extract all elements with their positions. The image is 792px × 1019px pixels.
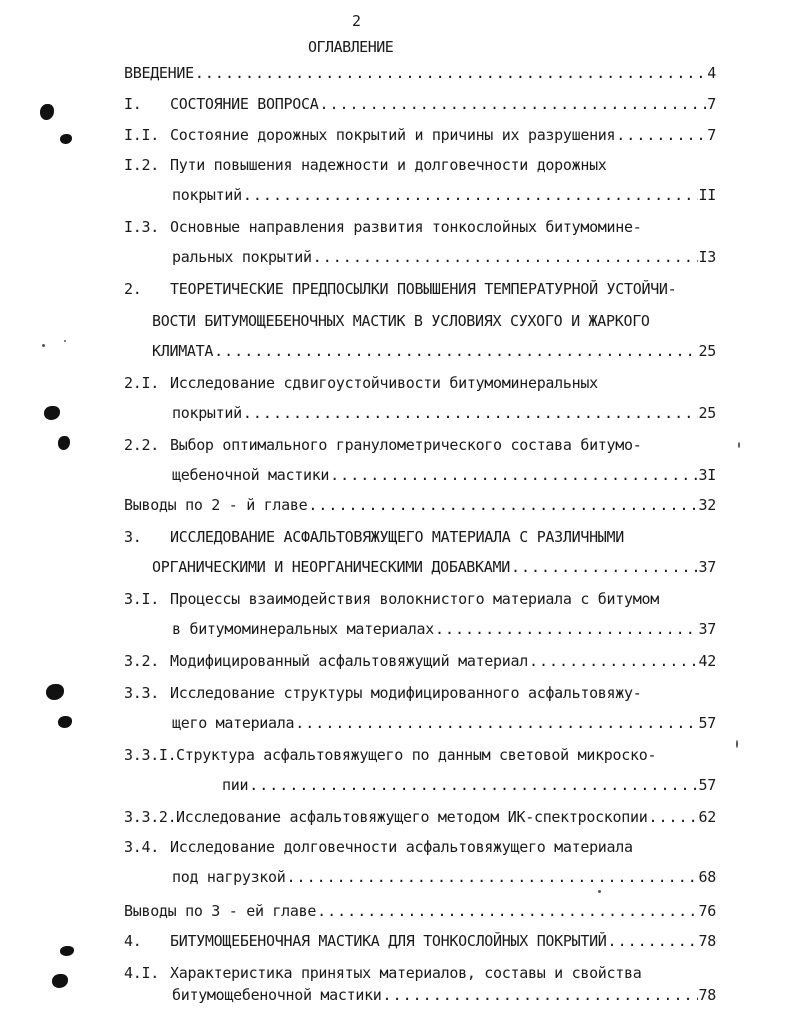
ink-blot bbox=[46, 684, 64, 700]
toc-entry-title: Процессы взаимодействия волокнистого материала с битумом bbox=[170, 590, 659, 608]
toc-entry bbox=[124, 436, 641, 454]
ink-blot bbox=[58, 716, 72, 728]
speck bbox=[736, 740, 738, 748]
toc-entry bbox=[124, 528, 624, 546]
toc-dot-leader bbox=[214, 342, 697, 360]
ink-blot bbox=[44, 406, 60, 420]
speck bbox=[42, 344, 45, 347]
toc-entry-page: 62 bbox=[698, 808, 716, 826]
toc-entry-number: I.I. bbox=[124, 126, 159, 144]
toc-entry-number: 3.3.2. bbox=[124, 808, 177, 826]
toc-entry-page: 3I bbox=[698, 466, 716, 484]
toc-entry-number: 2.2. bbox=[124, 436, 159, 454]
toc-entry-page: 42 bbox=[698, 652, 716, 670]
toc-entry-number: I.3. bbox=[124, 218, 159, 236]
toc-entry-page: 57 bbox=[698, 776, 716, 794]
toc-entry-title: покрытий bbox=[172, 404, 242, 422]
toc-dot-leader bbox=[287, 868, 698, 886]
toc-entry-page: 4 bbox=[707, 64, 716, 82]
toc-entry-title: Исследование долговечности асфальтовяжущего материала bbox=[170, 838, 633, 856]
toc-entry bbox=[124, 652, 716, 670]
toc-dot-leader bbox=[435, 620, 698, 638]
speck bbox=[738, 442, 740, 448]
toc-entry-page: 57 bbox=[698, 714, 716, 732]
toc-entry-title: покрытий bbox=[172, 186, 242, 204]
toc-entry bbox=[124, 95, 716, 113]
toc-entry-title: Исследование сдвигоустойчивости битумоминеральных bbox=[170, 374, 598, 392]
toc-entry-number: I. bbox=[124, 95, 142, 113]
toc-dot-leader bbox=[383, 986, 698, 1004]
toc-entry bbox=[152, 558, 716, 576]
toc-entry bbox=[124, 932, 716, 950]
toc-dot-leader bbox=[648, 808, 697, 826]
toc-entry-page: 76 bbox=[698, 902, 716, 920]
toc-entry-title: Основные направления развития тонкослойных битумомине- bbox=[170, 218, 642, 236]
toc-entry-title: ТЕОРЕТИЧЕСКИЕ ПРЕДПОСЫЛКИ ПОВЫШЕНИЯ ТЕМПЕРАТУРНОЙ УСТОЙЧИ- bbox=[170, 280, 677, 298]
toc-entry-number: 4.I. bbox=[124, 964, 159, 982]
toc-entry-number: 4. bbox=[124, 932, 142, 950]
toc-entry bbox=[124, 496, 716, 514]
toc-entry bbox=[172, 620, 716, 638]
toc-entry-page: I3 bbox=[698, 248, 716, 266]
toc-entry bbox=[124, 684, 641, 702]
toc-entry-number: 3.3.I. bbox=[124, 746, 177, 764]
page-title: ОГЛАВЛЕНИЕ bbox=[308, 38, 394, 56]
toc-entry-title: БИТУМОЩЕБЕНОЧНАЯ МАСТИКА ДЛЯ ТОНКОСЛОЙНЫХ ПОКРЫТИЙ bbox=[170, 932, 607, 950]
ink-blot bbox=[52, 974, 68, 988]
toc-entry bbox=[172, 186, 716, 204]
toc-dot-leader bbox=[243, 186, 698, 204]
toc-entry-title: СОСТОЯНИЕ ВОПРОСА bbox=[170, 95, 319, 113]
toc-entry bbox=[172, 248, 716, 266]
toc-entry bbox=[172, 404, 716, 422]
toc-entry bbox=[124, 156, 607, 174]
toc-entry-page: 68 bbox=[698, 868, 716, 886]
ink-blot bbox=[58, 436, 70, 450]
toc-entry bbox=[124, 964, 641, 982]
toc-entry-number: 2. bbox=[124, 280, 142, 298]
toc-entry-title: ВВЕДЕНИЕ bbox=[124, 64, 194, 82]
ink-blot bbox=[60, 946, 74, 956]
toc-entry-number: 3.I. bbox=[124, 590, 159, 608]
toc-dot-leader bbox=[511, 558, 698, 576]
toc-entry bbox=[124, 746, 656, 764]
toc-entry-title: Выводы по 3 - ей главе bbox=[124, 902, 317, 920]
speck bbox=[598, 890, 601, 893]
toc-entry-page: 78 bbox=[698, 986, 716, 1004]
toc-entry-title: пии bbox=[222, 776, 249, 794]
toc-entry bbox=[124, 590, 659, 608]
toc-entry bbox=[172, 868, 716, 886]
toc-dot-leader bbox=[249, 776, 697, 794]
toc-entry-title: Структура асфальтовяжущего по данным световой микроско- bbox=[176, 746, 657, 764]
toc-dot-leader bbox=[195, 64, 706, 82]
toc-entry bbox=[172, 986, 716, 1004]
toc-dot-leader bbox=[319, 95, 706, 113]
toc-entry-page: 25 bbox=[698, 404, 716, 422]
toc-entry-title: щего материала bbox=[172, 714, 295, 732]
toc-entry-title: Исследование асфальтовяжущего методом ИК-спектроскопии bbox=[176, 808, 648, 826]
toc-entry-page: 32 bbox=[698, 496, 716, 514]
toc-dot-leader bbox=[529, 652, 698, 670]
toc-entry-title: Состояние дорожных покрытий и причины их разрушения bbox=[170, 126, 616, 144]
toc-entry-title: Модифицированный асфальтовяжущий материал bbox=[170, 652, 528, 670]
toc-entry bbox=[124, 280, 676, 298]
toc-entry-title: ВОСТИ БИТУМОЩЕБЕНОЧНЫХ МАСТИК В УСЛОВИЯХ СУХОГО И ЖАРКОГО bbox=[152, 312, 650, 330]
toc-entry bbox=[124, 838, 633, 856]
toc-entry-page: 7 bbox=[707, 95, 716, 113]
toc-entry-title: Пути повышения надежности и долговечности дорожных bbox=[170, 156, 607, 174]
toc-entry bbox=[124, 64, 716, 82]
toc-entry-page: 7 bbox=[707, 126, 716, 144]
toc-entry-title: в битумоминеральных материалах bbox=[172, 620, 434, 638]
toc-entry-number: 3.3. bbox=[124, 684, 159, 702]
ink-blot bbox=[60, 134, 72, 144]
toc-entry-number: 2.I. bbox=[124, 374, 159, 392]
toc-entry-page: II bbox=[698, 186, 716, 204]
toc-entry-title: ИССЛЕДОВАНИЕ АСФАЛЬТОВЯЖУЩЕГО МАТЕРИАЛА С РАЗЛИЧНЫМИ bbox=[170, 528, 625, 546]
toc-dot-leader bbox=[317, 902, 697, 920]
toc-entry bbox=[124, 902, 716, 920]
toc-dot-leader bbox=[308, 496, 697, 514]
toc-entry bbox=[124, 808, 716, 826]
ink-blot bbox=[40, 104, 54, 120]
toc-entry-title: под нагрузкой bbox=[172, 868, 286, 886]
toc-entry bbox=[124, 218, 641, 236]
speck bbox=[64, 340, 66, 342]
toc-entry-title: КЛИМАТА bbox=[152, 342, 214, 360]
toc-entry-title: ОРГАНИЧЕСКИМИ И НЕОРГАНИЧЕСКИМИ ДОБАВКАМИ bbox=[152, 558, 510, 576]
toc-dot-leader bbox=[608, 932, 698, 950]
toc-entry-number: 3.2. bbox=[124, 652, 159, 670]
toc-entry-page: 78 bbox=[698, 932, 716, 950]
toc-dot-leader bbox=[616, 126, 706, 144]
toc-entry-number: 3. bbox=[124, 528, 142, 546]
toc-entry-title: Выводы по 2 - й главе bbox=[124, 496, 308, 514]
toc-entry bbox=[152, 342, 716, 360]
toc-entry-number: 3.4. bbox=[124, 838, 159, 856]
toc-entry-number: I.2. bbox=[124, 156, 159, 174]
toc-entry-title: Выбор оптимального гранулометрического состава битумо- bbox=[170, 436, 642, 454]
toc-dot-leader bbox=[313, 248, 698, 266]
toc-dot-leader bbox=[295, 714, 697, 732]
toc-entry-title: Исследование структуры модифицированного асфальтовяжу- bbox=[170, 684, 642, 702]
toc-entry bbox=[172, 466, 716, 484]
toc-entry-title: Характеристика принятых материалов, составы и свойства bbox=[170, 964, 642, 982]
toc-entry-page: 37 bbox=[698, 620, 716, 638]
toc-entry bbox=[124, 374, 598, 392]
toc-entry bbox=[152, 312, 650, 330]
toc-entry bbox=[222, 776, 716, 794]
toc-entry bbox=[172, 714, 716, 732]
toc-entry-title: щебеночной мастики bbox=[172, 466, 330, 484]
toc-entry-title: битумощебеночной мастики bbox=[172, 986, 382, 1004]
toc-entry-title: ральных покрытий bbox=[172, 248, 312, 266]
toc-entry-page: 25 bbox=[698, 342, 716, 360]
toc-entry bbox=[124, 126, 716, 144]
page-number: 2 bbox=[352, 12, 362, 30]
toc-dot-leader bbox=[330, 466, 697, 484]
toc-entry-page: 37 bbox=[698, 558, 716, 576]
toc-dot-leader bbox=[243, 404, 698, 422]
